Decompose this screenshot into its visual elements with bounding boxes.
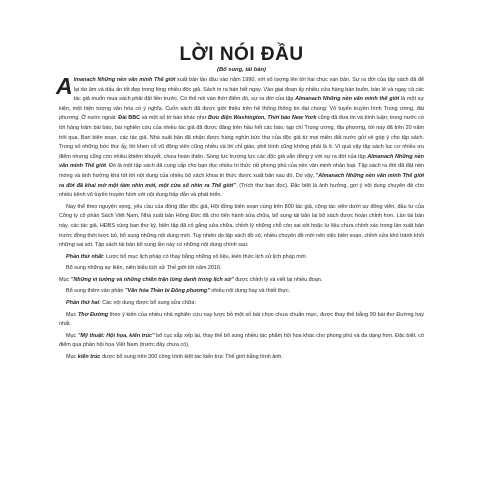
paragraph-part-two: Phần thứ hai: Các nội dung được bổ sung sửa chữa: [66, 300, 196, 307]
paragraph-part-one: Phần thứ nhất: Lược bỏ mục lịch pháp có thay bằng những số liệu, kiến thức lịch sử lịch pháp mới. [66, 253, 308, 260]
paragraph-2: Nay thể theo nguyện vọng, yêu cầu của đông đảo độc giả, Hội đồng biên soạn cùng trên 800 tác giả, cộng tác viên dưới sự đồng viên, đầu tư của Công ty cổ phần Sách Việt Nam, Nhà xuất bản Hồng Đức đã cho tiến hành sửa chữa, bổ sung tái bản lại bộ sách được hoàn chỉnh hơn. Lần tái bản này, các tác giả, HĐBS cùng ban thư ký, biên tập đã cố gắng sửa chữa, chỉnh lý những chỗ còn sai sót hoặc lư liệu chưa chính xác trong lần xuất bản trước đồng thời lược bỏ, bổ sung những nội dung mới. Tuy nhiên do tập sách đồ sộ, nhiều chuyên đề mới nên việc biên soạn, chỉnh sửa khó tránh khỏi những sai sót. Tập sách tái bản bổ sung lần này có những nội dung chính sau: [59, 203, 424, 249]
intro-paragraph: Almanach Những nền văn minh Thế giới xuất bản lần đầu vào năm 1990, với số lượng lên tới hai chục vạn bản. Sự ra đời của tập sách đã để lại dư âm và dấu ấn tốt đẹp trong lòng nhiều độc giả. Sách in ra bán hết ngay. Vào giai đoạn ấy nhiều cửa hàng bán buôn, bán lẻ và ngay cả các tác giả muốn mua sách phải đặt liền trước. Có thể nói vào thời điểm đó, sự ra đời của tập Almanach Những nền văn minh thế giới là một sự kiện, một hiện tượng văn hóa có ý nghĩa. Cuốn sách đã được giới thiệu trên hệ thống thông tin đại chúng: Vô tuyến truyền hình Trung ương, đài phương. Ở nước ngoài: Đài BBC và một số tờ báo khác như Bưu điện Washington, Thời báo New York cũng đã đưa tin và bình luận; trong nước có tới hàng trăm bài báo, bài nghiên cứu của nhiều tác giả đã được đăng trên hầu hết các báo, tạp chí Trung ương, địa phương, tới nay đã trên 20 năm trôi qua, Ban biên soạn, các tác giả, Nhà xuất bản đã nhận được hàng nghìn bức thư của độc giả từ mọi miền đất nước gửi về góp ý cho tập sách. Trong số những bức thư ấy, lời khen cổ vũ động viên cũng nhiều và lời chỉ giáo, phê bình cũng không phải là ít. Vì quá vậy tập sách lục cơ nhiều ưu điểm nhưng cũng còn nhiều khiếm khuyết, chưa hoàn thiện. Song lực trượng lực các độc giả vẫn đồng ý với sự ra đời của tập Almanach Những nền văn minh Thế giới. Đó là một tập sách đã cung cấp cho bạn đọc nhiều tri thức rất phong phú của nền văn minh nhân loại. Tập sách ra đời đã đặt nền móng và ảnh hưởng khá tốt tới nội dung của nhiều bộ sách khoa tri thức được xuất bản sau đó. Do vậy, "Almanach Những nền văn minh Thế giới ra đời đã khai mở một tầm nhìn mới, một cửa sổ nhìn ra Thế giới". (Trích thư bạn đọc). Đặc biệt là ảnh hưởng, gợi ý nội dung chuyên đề cho nhiều kênh vô tuyến truyền hình với nội dung hấp dẫn và phát triển. [56, 73, 425, 199]
paragraph-mystic-culture: Bổ sung thêm vào phần "Văn hóa Thần bí Đông phương" nhiều nội dung hay và thiết thực. [66, 288, 291, 295]
paragraph-fine-arts: Mục "Mỹ thuật: Hội họa, kiến trúc" bổ cục sắp xếp lại, thay thế bổ sung nhiều tác phẩm hội họa khác cho phong phú và đa dạng hơn. Đặc biệt, có điểm qua phần hội họa Việt Nam (trước đây chưa có). [59, 332, 424, 349]
drop-cap: A [56, 73, 73, 99]
paragraph-tang-poetry: Mục Thơ Đường theo ý kiến của nhiều nhà nghiên cứu nay lược bỏ một số bài chọn chưa chuẩn mực, được thay thế bằng 99 bài thơ Đường hay nhất. [59, 311, 424, 328]
paragraph-architecture: Mục kiến trúc được bổ sung trên 300 công trình kiệt tác kiến trúc Thế giới bằng hình ảnh. [66, 354, 283, 361]
paragraph-generals: Mục "Những vị tướng và những chiến trận lừng danh trong lịch sử" được chỉnh lý và viết lại nhiều đoạn. [59, 276, 323, 283]
paragraph-history: Bổ sung những sự kiện, niên biểu lịch sử Thế giới tới năm 2016. [66, 265, 222, 272]
page-title: LỜI NÓI ĐẦU [179, 44, 304, 65]
page-subtitle: (Bổ sung, tái bản) [217, 67, 266, 73]
